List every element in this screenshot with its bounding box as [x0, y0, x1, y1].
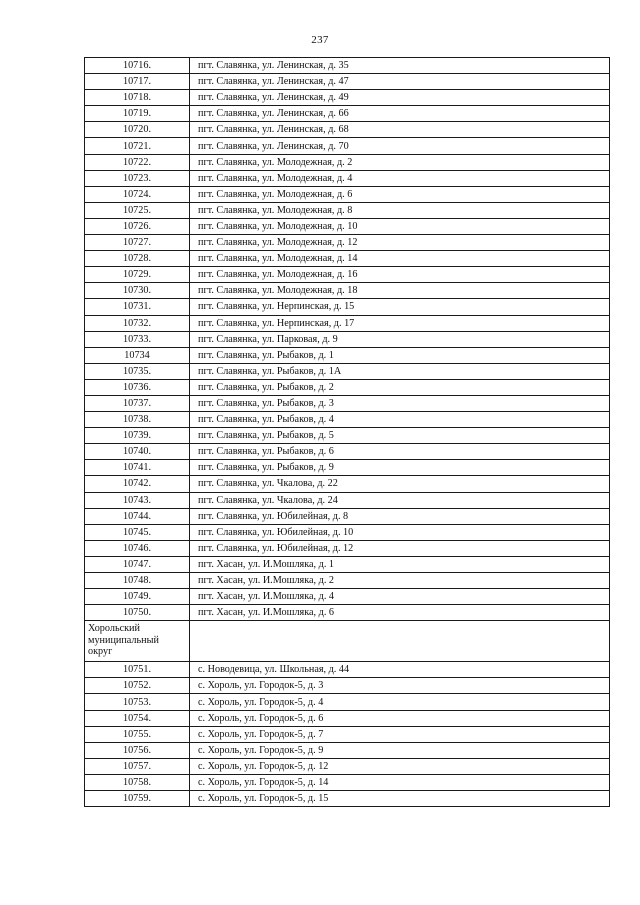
- row-address: пгт. Славянка, ул. Молодежная, д. 16: [190, 267, 610, 283]
- table-row: [85, 508, 610, 524]
- table-row: [85, 774, 610, 790]
- row-number: 10730.: [85, 283, 190, 299]
- row-address: пгт. Славянка, ул. Ленинская, д. 68: [190, 122, 610, 138]
- table-row: [85, 791, 610, 807]
- table-row: [85, 395, 610, 411]
- row-number: 10728.: [85, 251, 190, 267]
- row-number: 10756.: [85, 742, 190, 758]
- table-row: [85, 138, 610, 154]
- row-address: пгт. Славянка, ул. Юбилейная, д. 10: [190, 524, 610, 540]
- row-number: 10746.: [85, 540, 190, 556]
- row-number: 10751.: [85, 662, 190, 678]
- section-group: [85, 621, 610, 662]
- row-number: 10755.: [85, 726, 190, 742]
- row-number: 10741.: [85, 460, 190, 476]
- row-address: пгт. Славянка, ул. Ленинская, д. 49: [190, 90, 610, 106]
- row-address: пгт. Хасан, ул. И.Мошляка, д. 4: [190, 589, 610, 605]
- row-address: с. Хороль, ул. Городок-5, д. 3: [190, 678, 610, 694]
- table-row: [85, 412, 610, 428]
- row-address: пгт. Славянка, ул. Юбилейная, д. 8: [190, 508, 610, 524]
- row-address: пгт. Славянка, ул. Рыбаков, д. 4: [190, 412, 610, 428]
- row-address: пгт. Славянка, ул. Рыбаков, д. 9: [190, 460, 610, 476]
- table-row: [85, 331, 610, 347]
- table-row: [85, 90, 610, 106]
- row-number: 10757.: [85, 758, 190, 774]
- row-address: пгт. Славянка, ул. Молодежная, д. 6: [190, 186, 610, 202]
- table-row: [85, 202, 610, 218]
- row-number: 10742.: [85, 476, 190, 492]
- table-row: [85, 524, 610, 540]
- table-row: [85, 742, 610, 758]
- row-number: 10740.: [85, 444, 190, 460]
- table-row: [85, 492, 610, 508]
- row-address: пгт. Славянка, ул. Рыбаков, д. 5: [190, 428, 610, 444]
- row-address: пгт. Славянка, ул. Рыбаков, д. 3: [190, 395, 610, 411]
- row-number: 10729.: [85, 267, 190, 283]
- address-table-body-before: [85, 58, 610, 621]
- table-row: [85, 218, 610, 234]
- row-address: пгт. Славянка, ул. Чкалова, д. 24: [190, 492, 610, 508]
- row-address: пгт. Славянка, ул. Молодежная, д. 8: [190, 202, 610, 218]
- row-number: 10753.: [85, 694, 190, 710]
- table-row: [85, 573, 610, 589]
- table-row: [85, 678, 610, 694]
- address-table: [84, 57, 610, 807]
- row-number: 10739.: [85, 428, 190, 444]
- table-row: [85, 106, 610, 122]
- table-row: [85, 726, 610, 742]
- row-address: с. Новодевица, ул. Школьная, д. 44: [190, 662, 610, 678]
- table-row: [85, 170, 610, 186]
- row-number: 10759.: [85, 791, 190, 807]
- table-row: [85, 154, 610, 170]
- table-row: [85, 694, 610, 710]
- row-address: пгт. Славянка, ул. Ленинская, д. 70: [190, 138, 610, 154]
- table-row: [85, 540, 610, 556]
- page-number: 237: [311, 34, 329, 46]
- row-number: 10737.: [85, 395, 190, 411]
- table-row: [85, 299, 610, 315]
- row-number: 10738.: [85, 412, 190, 428]
- table-row: [85, 758, 610, 774]
- table-row: [85, 363, 610, 379]
- row-number: 10736.: [85, 379, 190, 395]
- row-address: пгт. Славянка, ул. Молодежная, д. 10: [190, 218, 610, 234]
- row-address: пгт. Славянка, ул. Нерпинская, д. 17: [190, 315, 610, 331]
- row-address: пгт. Славянка, ул. Рыбаков, д. 2: [190, 379, 610, 395]
- row-number: 10745.: [85, 524, 190, 540]
- row-number: 10735.: [85, 363, 190, 379]
- section-header-row: [85, 621, 610, 662]
- row-number: 10716.: [85, 58, 190, 74]
- table-row: [85, 315, 610, 331]
- row-number: 10733.: [85, 331, 190, 347]
- row-address: пгт. Славянка, ул. Рыбаков, д. 6: [190, 444, 610, 460]
- row-address: пгт. Хасан, ул. И.Мошляка, д. 6: [190, 605, 610, 621]
- table-row: [85, 444, 610, 460]
- row-number: 10731.: [85, 299, 190, 315]
- section-empty-cell: [190, 621, 610, 662]
- table-row: [85, 58, 610, 74]
- row-number: 10722.: [85, 154, 190, 170]
- row-number: 10748.: [85, 573, 190, 589]
- row-address: пгт. Славянка, ул. Молодежная, д. 12: [190, 235, 610, 251]
- row-number: 10758.: [85, 774, 190, 790]
- row-number: 10720.: [85, 122, 190, 138]
- table-row: [85, 476, 610, 492]
- row-number: 10717.: [85, 74, 190, 90]
- table-row: [85, 662, 610, 678]
- row-address: пгт. Славянка, ул. Парковая, д. 9: [190, 331, 610, 347]
- row-address: с. Хороль, ул. Городок-5, д. 12: [190, 758, 610, 774]
- table-row: [85, 347, 610, 363]
- row-address: с. Хороль, ул. Городок-5, д. 9: [190, 742, 610, 758]
- row-address: пгт. Славянка, ул. Молодежная, д. 4: [190, 170, 610, 186]
- address-table-body-after: [85, 662, 610, 807]
- row-address: пгт. Славянка, ул. Рыбаков, д. 1А: [190, 363, 610, 379]
- table-row: [85, 605, 610, 621]
- table-row: [85, 251, 610, 267]
- table-row: [85, 710, 610, 726]
- row-address: пгт. Хасан, ул. И.Мошляка, д. 2: [190, 573, 610, 589]
- row-address: пгт. Славянка, ул. Чкалова, д. 22: [190, 476, 610, 492]
- table-row: [85, 74, 610, 90]
- row-number: 10723.: [85, 170, 190, 186]
- table-row: [85, 267, 610, 283]
- row-number: 10724.: [85, 186, 190, 202]
- row-address: пгт. Славянка, ул. Молодежная, д. 2: [190, 154, 610, 170]
- row-number: 10719.: [85, 106, 190, 122]
- row-number: 10754.: [85, 710, 190, 726]
- table-row: [85, 589, 610, 605]
- row-number: 10749.: [85, 589, 190, 605]
- row-number: 10725.: [85, 202, 190, 218]
- row-address: с. Хороль, ул. Городок-5, д. 7: [190, 726, 610, 742]
- table-row: [85, 460, 610, 476]
- row-number: 10752.: [85, 678, 190, 694]
- row-number: 10743.: [85, 492, 190, 508]
- row-address: пгт. Славянка, ул. Молодежная, д. 18: [190, 283, 610, 299]
- row-address: пгт. Славянка, ул. Нерпинская, д. 15: [190, 299, 610, 315]
- row-number: 10734: [85, 347, 190, 363]
- row-number: 10721.: [85, 138, 190, 154]
- row-address: пгт. Славянка, ул. Рыбаков, д. 1: [190, 347, 610, 363]
- row-number: 10727.: [85, 235, 190, 251]
- row-address: пгт. Славянка, ул. Ленинская, д. 47: [190, 74, 610, 90]
- row-address: пгт. Славянка, ул. Молодежная, д. 14: [190, 251, 610, 267]
- row-address: с. Хороль, ул. Городок-5, д. 6: [190, 710, 610, 726]
- row-number: 10732.: [85, 315, 190, 331]
- row-address: с. Хороль, ул. Городок-5, д. 15: [190, 791, 610, 807]
- row-address: пгт. Славянка, ул. Ленинская, д. 66: [190, 106, 610, 122]
- row-address: пгт. Хасан, ул. И.Мошляка, д. 1: [190, 556, 610, 572]
- table-row: [85, 428, 610, 444]
- table-row: [85, 122, 610, 138]
- row-address: с. Хороль, ул. Городок-5, д. 14: [190, 774, 610, 790]
- row-number: 10726.: [85, 218, 190, 234]
- table-row: [85, 235, 610, 251]
- row-number: 10718.: [85, 90, 190, 106]
- row-number: 10747.: [85, 556, 190, 572]
- table-row: [85, 556, 610, 572]
- table-row: [85, 186, 610, 202]
- row-number: 10750.: [85, 605, 190, 621]
- row-number: 10744.: [85, 508, 190, 524]
- section-name: Хорольский муниципальный округ: [85, 621, 190, 662]
- row-address: пгт. Славянка, ул. Ленинская, д. 35: [190, 58, 610, 74]
- row-address: пгт. Славянка, ул. Юбилейная, д. 12: [190, 540, 610, 556]
- table-row: [85, 283, 610, 299]
- row-address: с. Хороль, ул. Городок-5, д. 4: [190, 694, 610, 710]
- table-row: [85, 379, 610, 395]
